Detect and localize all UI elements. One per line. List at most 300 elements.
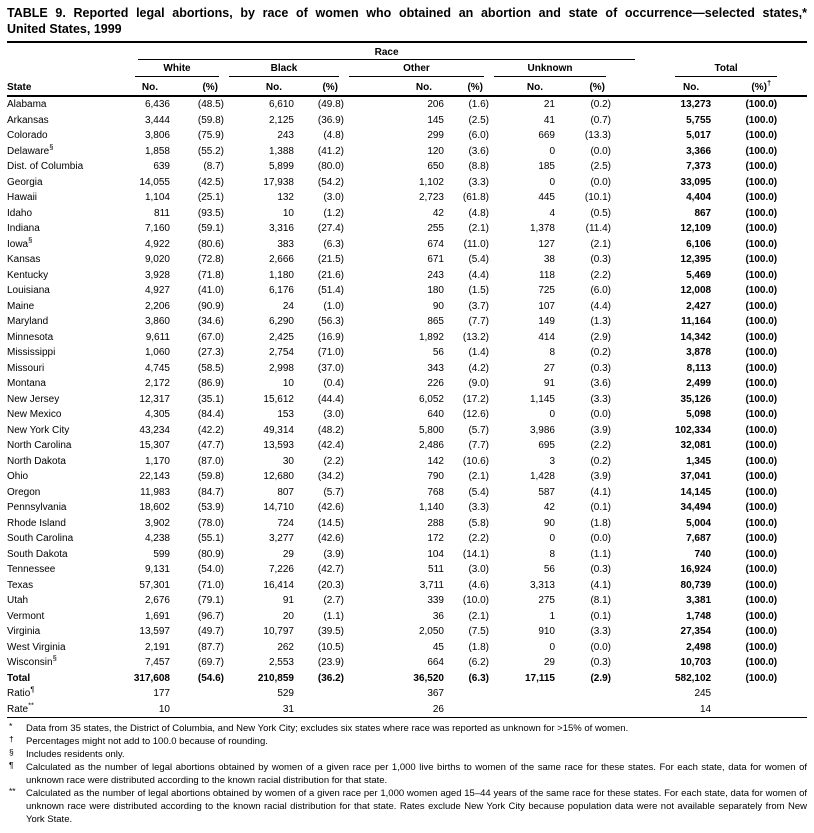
- state-name: Kansas: [7, 254, 41, 265]
- cell-black-pct: (27.4): [317, 223, 344, 234]
- cell-black-no: 6,176: [268, 285, 294, 296]
- table-row: [7, 392, 807, 408]
- cell-total-pct: (100.0): [745, 657, 778, 668]
- cell-white-pct: (48.5): [197, 99, 224, 110]
- column-gap: [611, 361, 635, 377]
- cell-other-no: 45: [432, 641, 444, 653]
- trailing-space: [777, 485, 807, 501]
- cell-unknown-no: 4: [549, 207, 555, 219]
- cell-black-pct: (51.4): [317, 285, 344, 296]
- column-gap: [611, 190, 635, 206]
- cell-black-no: 31: [224, 702, 294, 718]
- cell-other-pct: (2.1): [468, 471, 489, 482]
- cell-other-pct: (1.4): [468, 347, 489, 358]
- cell-total-no: 2,427: [686, 300, 712, 312]
- footnote: [7, 735, 807, 748]
- trailing-space: [777, 159, 807, 175]
- cell-unknown-no: 185: [538, 161, 555, 172]
- column-gap: [611, 640, 635, 656]
- trailing-space: [777, 237, 807, 253]
- cell-black-pct: (71.0): [317, 347, 344, 358]
- footnote-marker-superscript: ¶: [30, 686, 35, 694]
- cell-unknown-pct: (0.3): [590, 657, 611, 668]
- cell-total-no: 582,102: [674, 672, 712, 684]
- cell-other-no: 5,800: [418, 424, 444, 436]
- cell-total-pct: (100.0): [745, 207, 778, 219]
- cell-unknown-pct: (4.1): [590, 486, 611, 498]
- table-row: [7, 128, 807, 144]
- cell-black-no: 724: [277, 517, 294, 529]
- table-row: [7, 144, 807, 160]
- trailing-space: [777, 516, 807, 532]
- column-gap: [611, 423, 635, 439]
- black-no-header: No.: [224, 77, 294, 96]
- col-group-white: [130, 60, 224, 77]
- state-label: [7, 438, 130, 454]
- footnote-marker: ¶: [9, 760, 14, 770]
- state-name: Utah: [7, 595, 29, 606]
- cell-total-pct: (100.0): [745, 316, 778, 327]
- column-gap: [611, 454, 635, 470]
- cell-unknown-pct: (0.3): [590, 362, 611, 374]
- cell-white-pct: (75.9): [197, 130, 224, 141]
- cell-black-no: 17,938: [263, 176, 294, 188]
- cell-other-pct: (13.2): [462, 331, 489, 343]
- cell-white-pct: (79.1): [197, 595, 224, 606]
- trailing-space: [777, 361, 807, 377]
- table-row: [7, 454, 807, 470]
- col-group-black: [224, 60, 344, 77]
- cell-total-pct: (100.0): [745, 254, 778, 265]
- cell-black-no: 3,277: [268, 533, 294, 544]
- cell-white-no: 1,858: [144, 145, 170, 157]
- cell-other-pct: (2.5): [468, 114, 489, 126]
- spacer: [7, 45, 130, 60]
- cell-unknown-no: 1,378: [529, 223, 555, 234]
- cell-other-no: 3,711: [419, 579, 444, 591]
- cell-black-pct: (6.3): [323, 238, 344, 250]
- group-label-total: Total: [675, 63, 777, 77]
- footnote-marker: §: [9, 747, 14, 757]
- cell-unknown-no: 669: [538, 130, 555, 141]
- cell-total-no: 5,098: [686, 409, 712, 420]
- cell-total-no: 37,041: [680, 471, 712, 482]
- cell-other-pct: [444, 686, 489, 702]
- cell-black-pct: (36.2): [317, 672, 344, 684]
- cell-unknown-no: 8: [549, 548, 555, 560]
- cell-white-pct: (86.9): [197, 378, 224, 389]
- state-label: [7, 330, 130, 346]
- cell-unknown-no: 275: [538, 595, 555, 606]
- cell-white-pct: (49.7): [197, 626, 224, 637]
- cell-white-pct: [170, 686, 224, 702]
- cell-white-pct: (90.9): [197, 300, 224, 312]
- cell-other-pct: (6.0): [468, 130, 489, 141]
- cell-total-pct: (100.0): [745, 99, 778, 110]
- cell-other-no: 56: [432, 347, 444, 358]
- cell-black-pct: (54.2): [317, 176, 344, 188]
- cell-unknown-pct: (0.2): [590, 455, 611, 467]
- column-gap: [611, 206, 635, 222]
- cell-total-no: 4,404: [686, 192, 712, 203]
- state-name: Indiana: [7, 223, 40, 234]
- cell-other-pct: (10.6): [462, 455, 489, 467]
- cell-unknown-no: 1: [549, 610, 555, 622]
- cell-other-no: 172: [427, 533, 444, 544]
- cell-unknown-no: 127: [538, 238, 555, 250]
- table-row: [7, 159, 807, 175]
- state-name: Arkansas: [7, 114, 49, 126]
- cell-other-no: 206: [427, 99, 444, 110]
- column-gap: [611, 376, 635, 392]
- table-row: [7, 252, 807, 268]
- cell-other-pct: (8.8): [468, 161, 489, 172]
- cell-unknown-pct: (10.1): [584, 192, 611, 203]
- cell-other-no: 6,052: [418, 393, 444, 405]
- cell-black-pct: (0.4): [323, 378, 344, 389]
- cell-unknown-pct: (0.1): [590, 610, 611, 622]
- state-name: South Carolina: [7, 533, 74, 544]
- cell-unknown-pct: (8.1): [590, 595, 611, 606]
- cell-unknown-no: 0: [549, 409, 555, 420]
- cell-black-no: 2,666: [268, 254, 294, 265]
- cell-white-no: 639: [153, 161, 170, 172]
- column-gap: [611, 547, 635, 563]
- column-gap: [611, 345, 635, 361]
- cell-unknown-pct: (3.9): [590, 424, 611, 436]
- column-gap: [611, 283, 635, 299]
- state-label: [7, 283, 130, 299]
- cell-unknown-no: 91: [543, 378, 555, 389]
- cell-unknown-pct: [555, 686, 611, 702]
- cell-total-no: 3,878: [686, 347, 712, 358]
- state-label: [7, 221, 130, 237]
- table-row: [7, 206, 807, 222]
- table-row: [7, 190, 807, 206]
- cell-other-pct: (5.4): [468, 486, 489, 498]
- cell-other-no: 26: [344, 702, 444, 718]
- cell-other-pct: (9.0): [468, 378, 489, 389]
- cell-unknown-pct: (0.3): [590, 564, 611, 575]
- cell-black-no: 10: [282, 378, 294, 389]
- cell-total-no: 14,342: [680, 331, 712, 343]
- cell-unknown-no: [489, 686, 555, 702]
- cell-unknown-no: 8: [549, 347, 555, 358]
- state-name: Oregon: [7, 486, 41, 498]
- state-label: [7, 361, 130, 377]
- table-row: [7, 175, 807, 191]
- cell-total-pct: (100.0): [745, 362, 778, 374]
- state-label: [7, 516, 130, 532]
- cell-unknown-no: 695: [538, 440, 555, 451]
- cell-unknown-no: 587: [538, 486, 555, 498]
- cell-white-pct: (55.2): [197, 145, 224, 157]
- cell-white-no: 3,928: [144, 269, 170, 281]
- cell-unknown-pct: (2.2): [590, 269, 611, 281]
- cell-black-no: 20: [282, 610, 294, 622]
- cell-total-no: 2,499: [686, 378, 712, 389]
- state-label: [7, 252, 130, 268]
- column-gap: [611, 237, 635, 253]
- state-name: Tennessee: [7, 564, 56, 575]
- trailing-space: [777, 454, 807, 470]
- cell-black-no: 2,754: [268, 347, 294, 358]
- cell-white-no: 12,317: [139, 393, 170, 405]
- cell-black-no: 3,316: [268, 223, 294, 234]
- cell-total-no: 1,748: [686, 610, 712, 622]
- column-gap: [611, 392, 635, 408]
- trailing-space: [777, 423, 807, 439]
- footnote: [7, 787, 807, 826]
- cell-unknown-pct: (0.2): [590, 99, 611, 110]
- state-name: Iowa: [7, 238, 29, 250]
- cell-total-pct: (100.0): [745, 610, 778, 622]
- state-label: [7, 190, 130, 206]
- dagger-superscript: †: [766, 78, 772, 88]
- cell-other-no: 104: [427, 548, 444, 560]
- cell-unknown-pct: (1.3): [590, 316, 611, 327]
- cell-white-pct: (54.6): [197, 672, 224, 684]
- trailing-space: [777, 221, 807, 237]
- state-label: [7, 702, 130, 718]
- table-row: [7, 516, 807, 532]
- cell-other-no: 790: [427, 471, 444, 482]
- cell-unknown-no: 107: [538, 300, 555, 312]
- state-label: [7, 624, 130, 640]
- cell-white-pct: (80.9): [197, 548, 224, 560]
- column-gap: [611, 655, 635, 671]
- cell-total-pct: [711, 702, 777, 718]
- cell-black-pct: (3.9): [323, 548, 344, 560]
- state-label: [7, 593, 130, 609]
- cell-black-no: 132: [277, 192, 294, 203]
- cell-unknown-no: 0: [549, 176, 555, 188]
- state-label: [7, 547, 130, 563]
- cell-black-no: 12,680: [263, 471, 294, 482]
- cell-unknown-pct: (3.6): [590, 378, 611, 389]
- cell-other-pct: (3.3): [468, 502, 489, 513]
- cell-black-no: 13,593: [263, 440, 294, 451]
- footnote-text: Calculated as the number of legal abortions obtained by women of a given race per 1,000 live births to women of the same race for these states. For each state, data for women of unknown race were distributed according to the known racial distribution for that state.: [26, 762, 807, 786]
- cell-total-no: 33,095: [680, 176, 712, 188]
- cell-white-no: 1,104: [144, 192, 170, 203]
- trailing-space: [777, 531, 807, 547]
- cell-white-no: 599: [153, 548, 170, 560]
- cell-white-no: 2,676: [144, 595, 170, 606]
- group-label-black: Black: [229, 63, 339, 77]
- cell-white-no: 3,902: [144, 517, 170, 529]
- cell-white-pct: (69.7): [197, 657, 224, 668]
- cell-black-no: 5,899: [268, 161, 294, 172]
- cell-other-pct: (5.7): [468, 424, 489, 436]
- cell-unknown-pct: (0.0): [590, 145, 611, 157]
- column-label-row: [7, 77, 807, 96]
- cell-black-pct: (3.0): [323, 192, 344, 203]
- cell-unknown-no: 910: [538, 626, 555, 637]
- cell-black-no: 30: [282, 455, 294, 467]
- state-name: West Virginia: [7, 641, 66, 653]
- cell-total-pct: (100.0): [745, 223, 778, 234]
- state-name: North Dakota: [7, 455, 66, 467]
- cell-black-pct: (49.8): [317, 99, 344, 110]
- table-row: [7, 671, 807, 687]
- table-row: [7, 562, 807, 578]
- cell-total-pct: [711, 686, 777, 702]
- trailing-space: [777, 299, 807, 315]
- cell-other-pct: (2.2): [468, 533, 489, 544]
- state-label: [7, 237, 130, 253]
- trailing-space: [777, 206, 807, 222]
- cell-unknown-pct: (0.0): [590, 176, 611, 188]
- table-row: [7, 593, 807, 609]
- table-row: [7, 407, 807, 423]
- column-gap: [611, 330, 635, 346]
- table-body: [7, 96, 807, 718]
- race-spanner-row: [7, 45, 807, 60]
- trailing-space: [777, 252, 807, 268]
- cell-other-no: 2,486: [418, 440, 444, 451]
- cell-other-pct: (6.3): [468, 672, 489, 684]
- trailing-space: [777, 283, 807, 299]
- cell-total-no: 35,126: [680, 393, 712, 405]
- cell-white-no: 177: [153, 688, 170, 699]
- group-label-white: White: [135, 63, 219, 77]
- footnote-text: Data from 35 states, the District of Columbia, and New York City; excludes six states where race was reported as unknown for >15% of women.: [26, 723, 629, 734]
- table-row: [7, 268, 807, 284]
- cell-other-pct: (61.8): [462, 192, 489, 203]
- footnote-marker-superscript: §: [49, 143, 54, 152]
- cell-other-pct: (7.7): [468, 316, 489, 327]
- table-row: [7, 578, 807, 594]
- column-gap: [611, 407, 635, 423]
- group-label-other: Other: [349, 63, 484, 77]
- cell-black-pct: (48.2): [317, 424, 344, 436]
- cell-white-pct: (84.7): [197, 486, 224, 498]
- cell-black-pct: (3.0): [323, 409, 344, 420]
- table-row: [7, 361, 807, 377]
- cell-white-pct: (87.7): [197, 641, 224, 653]
- cell-white-no: 4,238: [144, 533, 170, 544]
- spacer: [777, 45, 807, 60]
- state-label: [7, 485, 130, 501]
- trailing-space: [777, 392, 807, 408]
- column-gap: [611, 314, 635, 330]
- column-gap: [611, 60, 635, 77]
- cell-total-pct: (100.0): [745, 626, 778, 637]
- cell-total-no: 10,703: [680, 657, 712, 668]
- table-row: [7, 547, 807, 563]
- cell-total-pct: (100.0): [745, 285, 778, 296]
- cell-white-no: 6,436: [144, 99, 170, 110]
- cell-black-pct: (42.7): [317, 564, 344, 575]
- cell-total-no: 7,373: [686, 161, 712, 172]
- cell-unknown-pct: (2.9): [590, 331, 611, 343]
- state-name: Alabama: [7, 99, 47, 110]
- cell-total-pct: (100.0): [745, 347, 778, 358]
- cell-other-pct: (5.8): [468, 517, 489, 529]
- cell-black-pct: (80.0): [317, 161, 344, 172]
- cell-other-pct: (1.8): [468, 641, 489, 653]
- cell-unknown-no: 149: [538, 316, 555, 327]
- state-name: New Mexico: [7, 409, 62, 420]
- cell-total-no: 6,106: [686, 238, 712, 250]
- footnotes: [7, 722, 807, 826]
- state-column-header: State: [7, 77, 130, 96]
- cell-other-no: 511: [428, 564, 444, 575]
- cell-other-pct: (3.7): [468, 300, 489, 312]
- cell-total-no: 14,145: [680, 486, 712, 498]
- cell-unknown-no: [489, 702, 555, 718]
- cell-total-no: 5,004: [686, 517, 712, 529]
- unknown-no-header: No.: [489, 77, 555, 96]
- column-gap: [611, 128, 635, 144]
- table-row: [7, 531, 807, 547]
- cell-unknown-pct: (0.0): [590, 533, 611, 544]
- cell-black-pct: (41.2): [317, 145, 344, 157]
- column-gap: [611, 562, 635, 578]
- state-name: Dist. of Columbia: [7, 161, 84, 172]
- state-name: Ohio: [7, 471, 29, 482]
- cell-other-no: 288: [427, 517, 444, 529]
- cell-white-pct: (54.0): [197, 564, 224, 575]
- cell-white-no: 43,234: [139, 424, 170, 436]
- state-name: Minnesota: [7, 331, 54, 343]
- cell-other-pct: [444, 702, 489, 718]
- table-row: [7, 96, 807, 113]
- footnote-marker-superscript: §: [28, 236, 33, 245]
- cell-other-no: 36,520: [413, 672, 444, 684]
- cell-black-pct: (1.0): [323, 300, 344, 312]
- cell-total-pct: (100.0): [745, 176, 778, 188]
- cell-white-pct: (34.6): [197, 316, 224, 327]
- cell-other-no: 42: [432, 207, 444, 219]
- cell-total-pct: (100.0): [745, 393, 778, 405]
- cell-unknown-no: 3: [549, 455, 555, 467]
- table-row: [7, 283, 807, 299]
- column-gap: [611, 500, 635, 516]
- cell-total-pct: (100.0): [745, 269, 778, 281]
- cell-other-no: 299: [427, 130, 444, 141]
- spacer: [635, 45, 777, 60]
- state-name: Colorado: [7, 130, 48, 141]
- trailing-space: [777, 593, 807, 609]
- cell-total-no: 16,924: [680, 564, 712, 575]
- trailing-space: [777, 128, 807, 144]
- cell-white-pct: (25.1): [197, 192, 224, 203]
- cell-white-pct: (93.5): [197, 207, 224, 219]
- cell-unknown-no: 1,145: [529, 393, 555, 405]
- cell-other-no: 1,102: [418, 176, 444, 188]
- state-name: Texas: [7, 579, 34, 591]
- footnote-marker-superscript: §: [52, 655, 57, 663]
- table-title: [7, 5, 807, 43]
- state-name: Kentucky: [7, 269, 49, 281]
- cell-white-pct: (80.6): [197, 238, 224, 250]
- cell-unknown-no: 90: [543, 517, 555, 529]
- white-pct-header: (%): [170, 77, 224, 96]
- cell-black-pct: (21.6): [317, 269, 344, 281]
- cell-black-pct: (36.9): [317, 114, 344, 126]
- state-label: [7, 113, 130, 129]
- cell-unknown-pct: (0.2): [590, 347, 611, 358]
- cell-white-pct: (55.1): [197, 533, 224, 544]
- cell-other-no: 343: [427, 362, 444, 374]
- table-row: [7, 640, 807, 656]
- trailing-space: [777, 702, 807, 718]
- cell-total-no: 2,498: [686, 641, 712, 653]
- state-label: [7, 469, 130, 485]
- cell-total-pct: (100.0): [745, 145, 778, 157]
